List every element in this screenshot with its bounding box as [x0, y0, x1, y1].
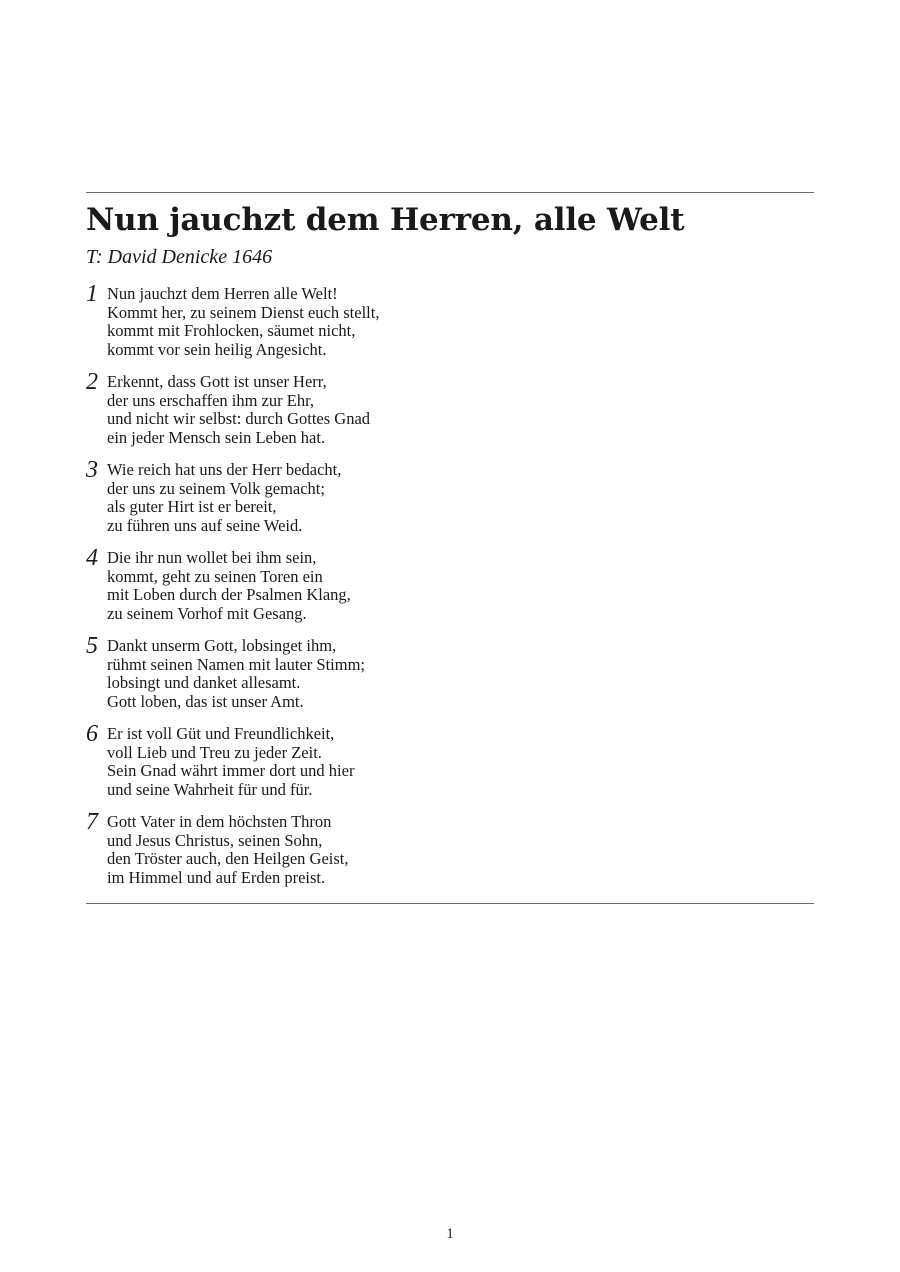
verse-line: mit Loben durch der Psalmen Klang,	[107, 585, 351, 604]
song-author: T: David Denicke 1646	[86, 246, 273, 268]
bottom-rule	[86, 903, 814, 904]
verse	[86, 722, 686, 810]
verse-line: lobsingt und danket allesamt.	[107, 673, 301, 692]
verse-line: den Tröster auch, den Heilgen Geist,	[107, 849, 349, 868]
verse-number: 3	[86, 457, 98, 483]
verse-line: zu seinem Vorhof mit Gesang.	[107, 603, 307, 623]
verse-number: 1	[86, 281, 98, 307]
verse-number: 2	[86, 369, 98, 395]
verse	[86, 282, 686, 370]
page-number: 1	[446, 1226, 454, 1242]
verse	[86, 458, 686, 546]
verse-line: zu führen uns auf seine Weid.	[107, 515, 303, 535]
verse	[86, 810, 686, 898]
top-rule	[86, 192, 814, 193]
verse-line: kommt, geht zu seinen Toren ein	[107, 566, 323, 586]
verse-line: rühmt seinen Namen mit lauter Stimm;	[107, 654, 365, 674]
verse-text	[107, 813, 349, 887]
verse-text	[107, 461, 341, 535]
verse-line: Nun jauchzt dem Herren alle Welt!	[107, 284, 338, 303]
verse	[86, 546, 686, 634]
verse-line: der uns zu seinem Volk gemacht;	[107, 478, 325, 498]
verse-list	[86, 282, 686, 898]
verse-line: im Himmel und auf Erden preist.	[107, 867, 326, 887]
verse-line: kommt mit Frohlocken, säumet nicht,	[107, 321, 356, 340]
song-title: Nun jauchzt dem Herren, alle Welt	[86, 202, 685, 238]
verse-text	[107, 637, 365, 711]
verse-line: Dankt unserm Gott, lobsinget ihm,	[107, 636, 337, 655]
verse-line: Erkennt, dass Gott ist unser Herr,	[107, 372, 327, 391]
verse-number: 7	[86, 809, 98, 835]
verse-line: und seine Wahrheit für und für.	[107, 779, 313, 799]
verse-line: voll Lieb und Treu zu jeder Zeit.	[107, 742, 322, 762]
verse-text	[107, 725, 354, 799]
verse-line: als guter Hirt ist er bereit,	[107, 497, 277, 516]
verse-line: Gott Vater in dem höchsten Thron	[107, 812, 332, 831]
verse	[86, 634, 686, 722]
verse-number: 4	[86, 545, 98, 571]
verse-number: 6	[86, 721, 98, 747]
verse-line: ein jeder Mensch sein Leben hat.	[107, 427, 326, 447]
verse-line: und Jesus Christus, seinen Sohn,	[107, 830, 323, 850]
verse-line: kommt vor sein heilig Angesicht.	[107, 339, 327, 359]
verse	[86, 370, 686, 458]
verse-number: 5	[86, 633, 98, 659]
verse-text	[107, 373, 370, 447]
verse-line: Kommt her, zu seinem Dienst euch stellt,	[107, 302, 380, 322]
verse-line: Die ihr nun wollet bei ihm sein,	[107, 548, 317, 567]
verse-text	[107, 549, 351, 623]
verse-line: der uns erschaffen ihm zur Ehr,	[107, 390, 315, 410]
verse-line: Wie reich hat uns der Herr bedacht,	[107, 460, 342, 479]
verse-text	[107, 285, 379, 359]
verse-line: Sein Gnad währt immer dort und hier	[107, 761, 355, 780]
verse-line: Gott loben, das ist unser Amt.	[107, 691, 304, 711]
verse-line: Er ist voll Güt und Freundlichkeit,	[107, 724, 335, 743]
verse-line: und nicht wir selbst: durch Gottes Gnad	[107, 409, 371, 428]
